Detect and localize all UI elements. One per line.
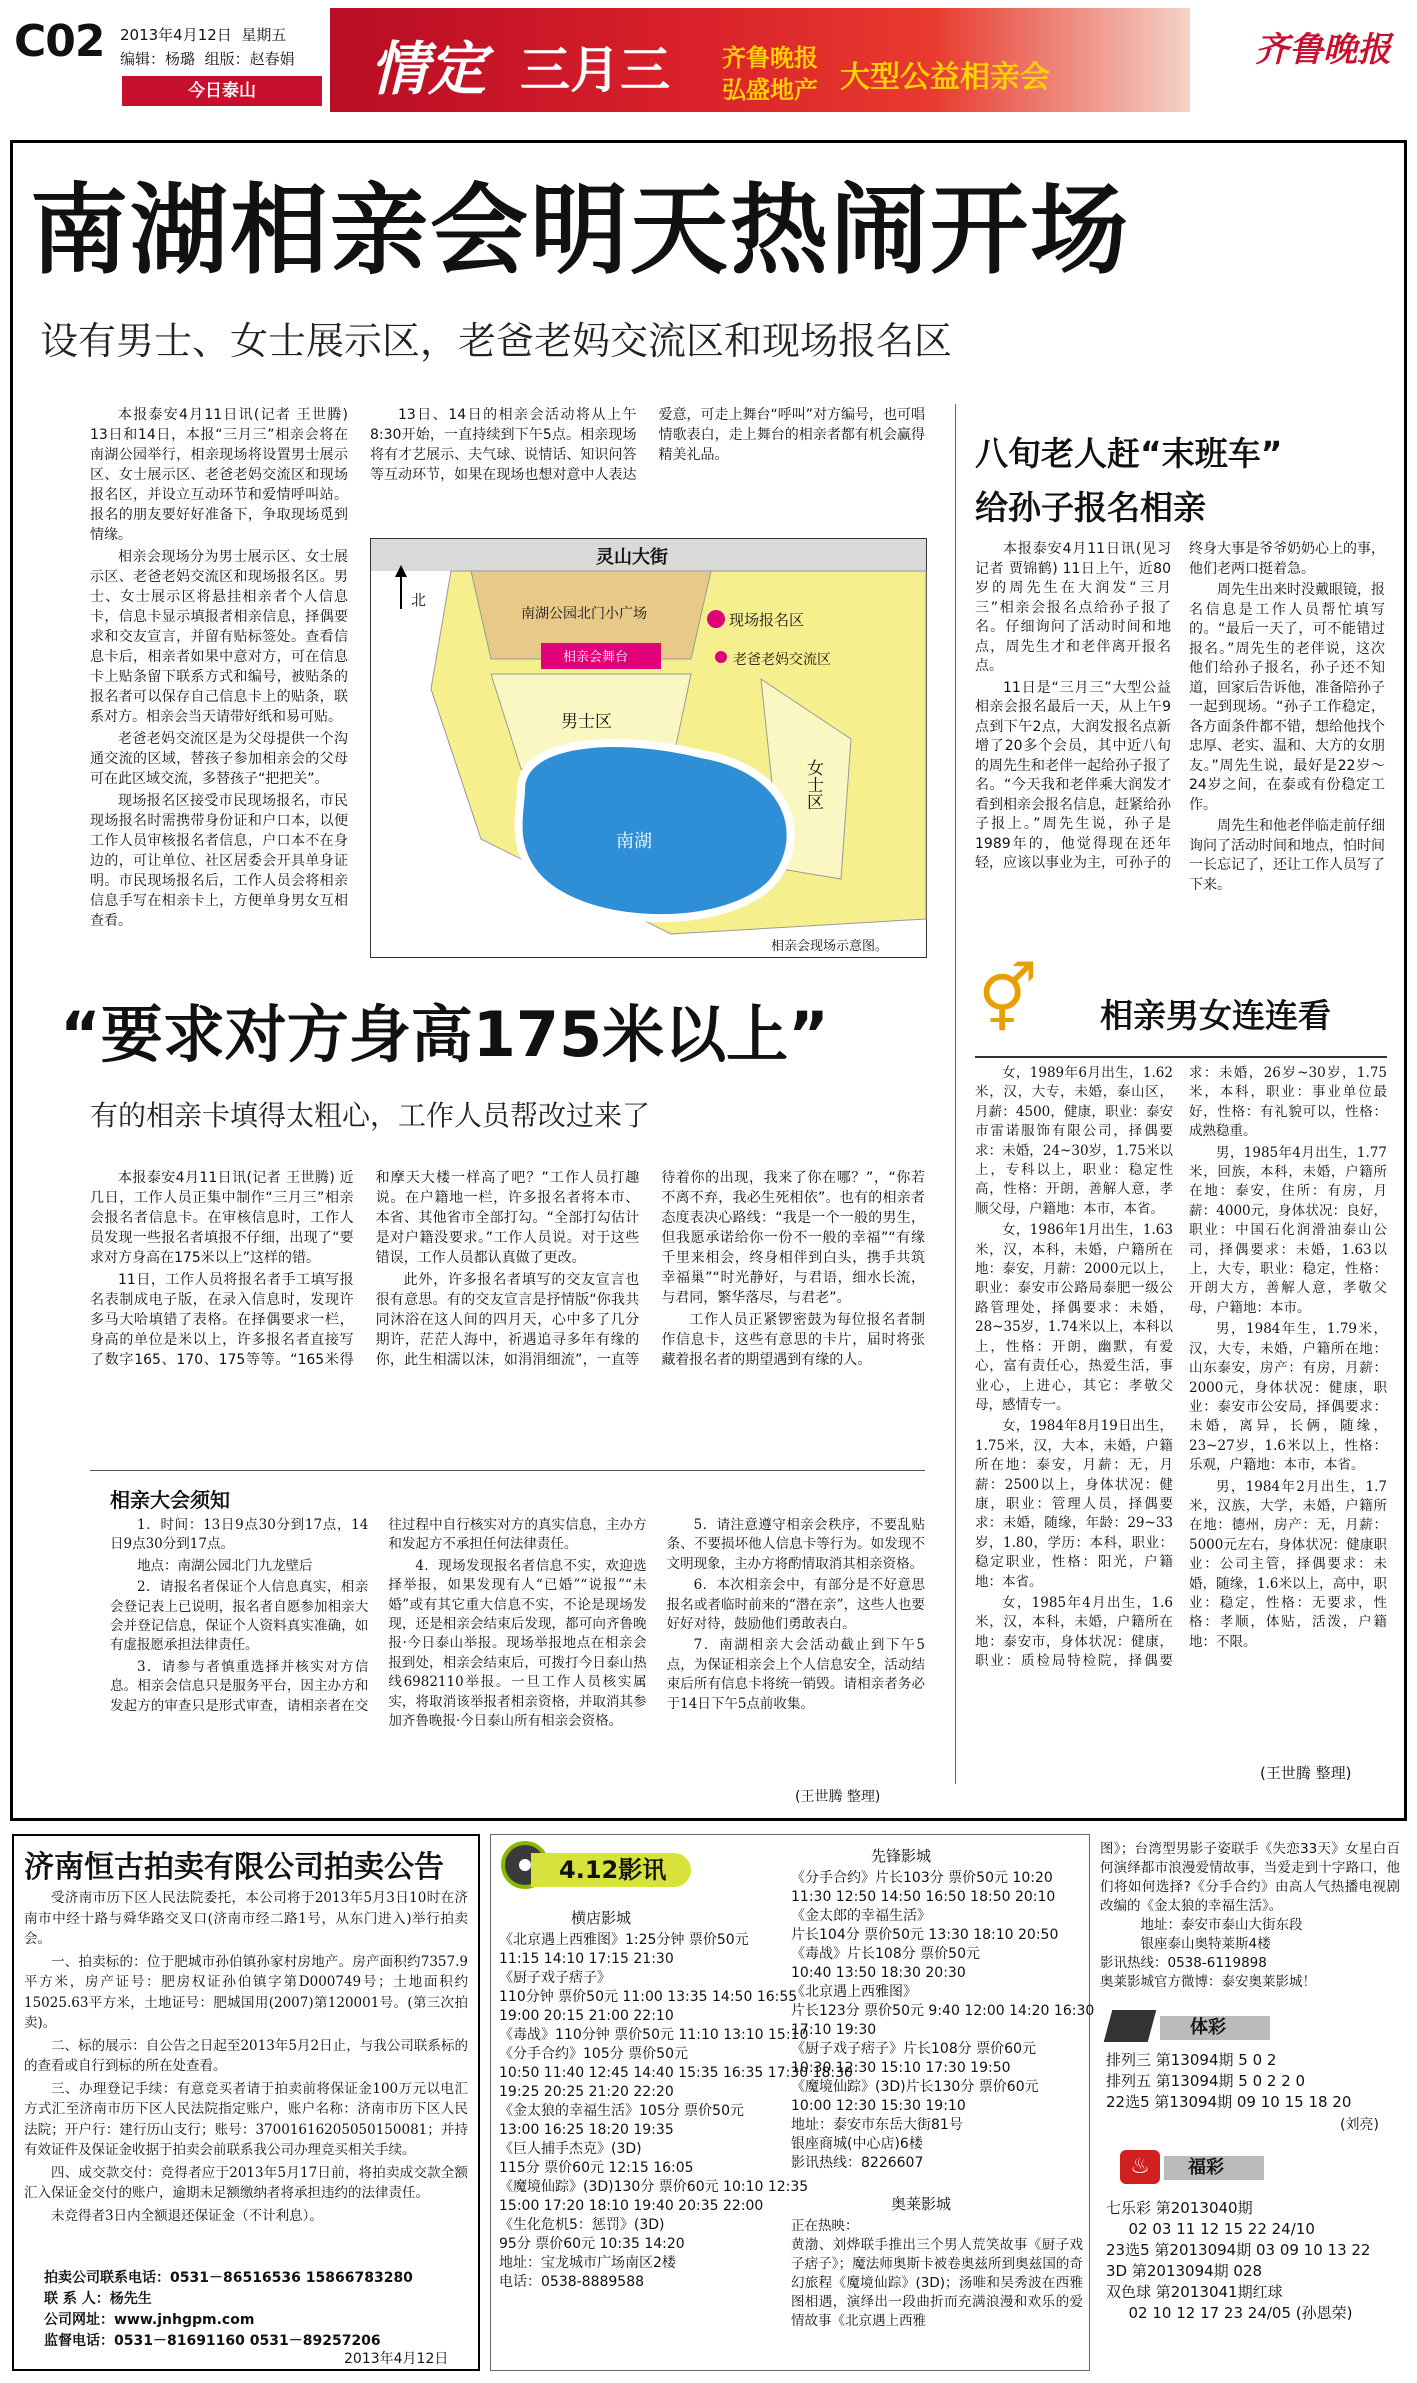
- auction-para: 未竞得者3日内全额退还保证金（不计利息）。: [51, 2207, 323, 2224]
- sports-lottery-results: [1106, 2050, 1396, 2113]
- masthead: [0, 0, 1417, 118]
- venue-map: [370, 538, 927, 958]
- article1-para: 本报泰安4月11日讯(记者 王世腾) 13日和14日，本报“三月三”相亲会将在南湖公园举行，相亲现场将设置男士展示区、女士展示区、老爸老妈交流区和现场报名区，并设立互动环节和爱情呼叫站。报名的朋友要好好准备下，争取现场觅到情缘。: [90, 407, 348, 543]
- article2-headline: “要求对方身高175米以上”: [60, 998, 829, 1071]
- cinema1-line: 10:50 11:40 12:45 14:40 15:35 16:35 17:30 18:30: [499, 2065, 853, 2081]
- map-parents-marker: [715, 651, 727, 663]
- cinema1-line: 19:25 20:25 21:20 22:20: [499, 2084, 674, 2100]
- banner: [330, 8, 1190, 112]
- cinema-title: 4.12影讯: [559, 1856, 667, 1884]
- cinema3-continued: [1100, 1840, 1400, 1992]
- venue-map-svg: [371, 539, 926, 957]
- article2-para: 此外，许多报名者填写的交友宣言也很有意思。有的交友宣言是抒情版“你我共同沐浴在这人间的四月天，心中多了几分期许，茫茫人海中，祈遇追寻多年有缘的你，此生相濡以沫，如涓涓细流”，一直等待着你的出现，我来了你在哪？”，“你若不离不弃，我必生死相依”。也有的相亲者态度表决心路线：“我是一个一般的男生，但我愿承诺给你一份不一般的幸福”“有缘千里来相会，终身相伴到白头，携手共筑幸福巢”“时光静好，与君语，细水长流，与君同，繁华落尽，与君老”。: [375, 1170, 925, 1368]
- frame-right: [1404, 140, 1407, 1820]
- cinema1-line: 15:00 17:20 18:10 19:40 20:35 22:00: [499, 2198, 764, 2214]
- sports-lottery-line: 排列五 第13094期 5 0 2 2 0: [1106, 2072, 1306, 2090]
- article3-headline-2: 给孙子报名相亲: [975, 488, 1206, 527]
- cinema2-line: 《魔境仙踪》(3D)片长130分 票价60元: [791, 2079, 1039, 2095]
- gender-symbol-icon: ⚥: [978, 961, 1038, 1038]
- auction-box: [12, 1834, 480, 2371]
- notice-item: 1．时间：13日9点30分到17点，14日9点30分到17点。: [110, 1517, 369, 1553]
- profiles-rule: [975, 1056, 1387, 1058]
- notice-item: 7．南湖相亲大会活动截止到下午5点，为保证相亲会上个人信息安全，活动结束后所有信息卡将统一销毁。请相亲者务必于14日下午5点前收集。: [666, 1637, 925, 1712]
- profiles-credit: (王世腾 整理): [1260, 1764, 1352, 1782]
- auction-date: 2013年4月12日: [344, 2351, 449, 2367]
- cinema3-right-line: 奥莱影城官方微博：泰安奥莱影城！: [1100, 1974, 1316, 1990]
- cinema2-line: 《分手合约》片长103分 票价50元 10:20 11:30 12:50 14:50 16:50 18:50 20:10: [791, 1870, 1056, 1905]
- frame-left: [10, 140, 13, 1820]
- frame-top: [10, 140, 1407, 143]
- cinema2-line: 银座商城(中心店)6楼: [791, 2136, 923, 2152]
- cinema1-line: 11:15 14:10 17:15 21:30: [499, 1951, 674, 1967]
- article3-body: [975, 540, 1385, 945]
- profile-entry: 男，1984年生，1.79米，汉，大专，未婚，户籍所在地：山东泰安，房产：有房，月薪：2000元，身体状况：健康，职业：泰安市公安局，择偶要求：未婚，离异，长俩，随缘，23~27岁，1.6米以上，性格：乐观，户籍地：本市，本省。: [1189, 1321, 1387, 1474]
- notice-credit: (王世腾 整理): [795, 1789, 881, 1805]
- cinema2-schedule: [791, 1869, 1095, 2173]
- cinema2-line: 地址：泰安市东岳大街81号: [791, 2117, 963, 2133]
- cinema1-line: 110分钟 票价50元 11:00 13:35 14:50 16:55: [499, 1989, 798, 2005]
- notice-item: 6．本次相亲会中，有部分是不好意思报名或者临时前来的“潜在亲”，这些人也要好好对待，鼓励他们勇敢表白。: [666, 1577, 925, 1633]
- auction-contact-line: 监督电话：0531－81691160 0531－89257206: [44, 2333, 381, 2349]
- notice-item: 5．请注意遵守相亲会秩序，不要乱贴条、不要损坏他人信息卡等行为。如发现不文明现象，主办方将酌情取消其相亲资格。: [666, 1517, 925, 1572]
- welfare-lottery-line: 02 10 12 17 23 24/05 (孙恩荣): [1128, 2304, 1353, 2322]
- cinema2-line: 《厨子戏子痞子》片长108分 票价60元: [791, 2041, 1036, 2057]
- cinema1-line: 《魔境仙踪》(3D)130分 票价60元 10:10 12:35: [499, 2179, 809, 2195]
- article1-body-col1: [90, 405, 348, 933]
- cinema2-line: 《金太郎的幸福生活》: [791, 1908, 931, 1924]
- cinema2-line: 10:00 12:30 15:30 19:10: [791, 2098, 966, 2114]
- cinema2-line: 10:30 12:30 15:10 17:30 19:50: [791, 2060, 1011, 2076]
- map-female-label: 女士区: [803, 759, 823, 810]
- cinema3-line: 黄渤、刘烨联手推出三个男人荒笑故事《厨子戏子痞子》；魔法师奥斯卡被卷奥兹所到奥兹国的奇幻旅程《魔境仙踪》(3D)；汤唯和吴秀波在西雅图相遇，演绎出一段曲折而充满浪漫和欢乐的爱情故事《北京遇上西雅: [791, 2237, 1083, 2329]
- profile-entry: 女，1984年8月19日出生，1.75米，汉，大本，未婚，户籍所在地：泰安，月薪：无，月薪：2500以上，身体状况：健康，职业：管理人员，择偶要求：未婚，随缘，年龄：29~33岁，1.80，学历：本科，职业：稳定职业，性格：阳光，户籍地：本省。: [975, 1418, 1173, 1590]
- map-north-label: 北: [411, 591, 427, 609]
- col-divider-right: [955, 404, 956, 1784]
- cinema1-line: 《厨子戏子痞子》: [499, 1970, 611, 1986]
- cinema3-right-line: 地址：泰安市泰山大街东段: [1140, 1917, 1303, 1933]
- sports-lottery-line: 22选5 第13094期 09 10 15 18 20: [1106, 2093, 1352, 2111]
- article1-para: 现场报名区接受市民现场报名，市民现场报名时需携带身份证和户口本，以便工作人员审核报名者信息，户口本不在身边的，可让单位、社区居委会开具单身证明。市民现场报名后，工作人员会将相亲信息手写在相亲卡上，方便单身男女互相查看。: [90, 793, 348, 929]
- article2-para: 本报泰安4月11日讯(记者 王世腾) 近几日，工作人员正集中制作“三月三”相亲会报名者信息卡。在审核信息时，工作人员发现一些报名者填报不仔细，出现了“要求对方身高在175米以上”这样的错。: [90, 1170, 354, 1266]
- profiles-body: [975, 1064, 1387, 1764]
- article3-para: 周先生出来时没戴眼镜，报名信息是工作人员帮忙填写的。“最后一天了，可不能错过报名。”周先生的老伴说，这次他们给孙子报名，孙子还不知道，回家后告诉他，准备陪孙子一起到现场。“孙子工作稳定，各方面条件都不错，想给他找个忠厚、老实、温和、大方的女朋友。”周先生说，最好是22岁～24岁之间，在泰或有份稳定工作。: [1189, 582, 1385, 813]
- map-lake: [519, 743, 791, 918]
- map-registration-label: 现场报名区: [729, 611, 805, 629]
- profile-entry: 女，1985年4月出生，1.6米，汉，本科，未婚，户籍所在地：泰安市，身体状况：健康，职业：质检局特检院，择偶要求：未婚，26岁~30岁，1.75米，本科，职业：事业单位最好，性格：有礼貌可以，性格：成熟稳重。: [975, 1065, 1387, 1670]
- auction-body: [24, 1888, 468, 2228]
- cinema1-line: 电话：0538-8889588: [499, 2274, 645, 2290]
- map-stage-label: 相亲会舞台: [563, 650, 629, 665]
- welfare-lottery-line: 23选5 第2013094期 03 09 10 13 22: [1106, 2241, 1371, 2259]
- cinema1-line: 《生化危机5：惩罚》(3D): [499, 2217, 665, 2233]
- cinema3-right-line: 影讯热线：0538-6119898: [1100, 1955, 1267, 1971]
- article1-subhead: 设有男士、女士展示区，老爸老妈交流区和现场报名区: [40, 319, 953, 363]
- cinema3-name: 奥莱影城: [891, 2195, 952, 2213]
- cinema2-name: 先锋影城: [871, 1847, 932, 1865]
- notice-item: 地点：南湖公园北门九龙壁后: [137, 1557, 313, 1574]
- welfare-lottery-line: 3D 第2013094期 028: [1106, 2262, 1263, 2280]
- article2-para: 11日，工作人员将报名者手工填写报名表制成电子版，在录入信息时，发现许多马大哈填错了表格。在择偶要求一栏，身高的单位是米以上，许多报名者直接写了数字165、170、175等等。“165米得和摩天大楼一样高了吧？”工作人员打趣说。在户籍地一栏，许多报名者将本市、本省、其他省市全部打勾。“全部打勾估计是对户籍没要求。”工作人员说。对于这些错误，工作人员都认真做了更改。: [90, 1170, 640, 1368]
- cinema1-line: 地址：宝龙城市广场南区2楼: [499, 2255, 676, 2271]
- newspaper-logo: 齐鲁晚报: [1255, 30, 1391, 70]
- sports-lottery-icon: [1104, 2010, 1157, 2042]
- cinema3-right-line: 银座泰山奥特莱斯4楼: [1140, 1936, 1271, 1952]
- welfare-lottery-title: 福彩: [1188, 2157, 1224, 2178]
- notice-item: 2．请报名者保证个人信息真实，相亲会登记表上已说明，报名者自愿参加相亲大会并登记信息，保证个人资料真实准确，如有虚报愿承担法律责任。: [110, 1579, 369, 1654]
- auction-contact-line: 公司网址：www.jnhgpm.com: [44, 2312, 255, 2328]
- frame-bottom: [10, 1818, 1407, 1821]
- cinema-box: [490, 1834, 1095, 2371]
- cinema1-line: 《北京遇上西雅图》1:25分钟 票价50元: [499, 1932, 749, 1948]
- cinema1-line: 95分 票价60元 10:35 14:20: [499, 2236, 685, 2252]
- welfare-lottery-results: [1106, 2198, 1396, 2324]
- map-caption: 相亲会现场示意图。: [771, 939, 889, 954]
- auction-para: 受济南市历下区人民法院委托，本公司将于2013年5月3日10时在济南市中经十路与舜华路交叉口(济南市经二路1号，从东门进入)举行拍卖会。: [24, 1890, 468, 1947]
- notice-title: 相亲大会须知: [110, 1488, 230, 1512]
- article2-body: [90, 1168, 925, 1468]
- sports-lottery-title: 体彩: [1190, 2017, 1226, 2038]
- cinema2-line: 《毒战》片长108分 票价50元: [791, 1946, 980, 1962]
- cinema2-line: 《北京遇上西雅图》: [791, 1984, 917, 2000]
- cinema2-line: 17:10 19:30: [791, 2022, 877, 2038]
- map-plaza-label: 南湖公园北门小广场: [521, 606, 647, 622]
- auction-para: 三、办理登记手续：有意竞买者请于拍卖前将保证金100万元以电汇方式汇至济南市历下区人民法院指定账户，账户名称：济南市历下区人民法院；开户行：建行历山支行；账号：37001616205050150081；并持有效证件及保证金收据于拍卖会前联系我公司办理竞买相关手续。: [24, 2080, 468, 2158]
- cinema2-line: 片长123分 票价50元 9:40 12:00 14:20 16:30: [791, 2003, 1095, 2019]
- map-registration-marker: [707, 610, 725, 628]
- auction-para: 一、拍卖标的：位于肥城市孙伯镇孙家村房地产。房产面积约7357.9平方米，房产证号：肥房权证孙伯镇字第D000749号；土地面积约15025.63平方米，土地证号：肥城国用(2007)第120001号。(第三次拍卖)。: [24, 1953, 468, 2031]
- sports-lottery-credit: (刘亮): [1340, 2117, 1379, 2133]
- banner-event: 大型公益相亲会: [840, 60, 1050, 95]
- article1-para: 老爸老妈交流区是为父母提供一个沟通交流的区域，替孩子参加相亲会的父母可在此区域交流，多替孩子“把把关”。: [90, 731, 348, 787]
- article3-headline-1: 八旬老人赶“末班车”: [975, 434, 1283, 473]
- sports-lottery-header: [1100, 2010, 1400, 2044]
- profile-entry: 男，1985年4月出生，1.77米，回族，本科，未婚，户籍所在地：泰安，住所：有房，月薪：4000元，身体状况：良好，职业：中国石化润滑油泰山公司，择偶要求：未婚，1.63以上，大专，职业：稳定，性格：开朗大方，善解人意，孝敬父母，户籍地：本市。: [1189, 1144, 1387, 1316]
- cinema1-line: 《分手合约》105分 票价50元: [499, 2046, 688, 2062]
- cinema3-body: [791, 2217, 1083, 2331]
- notice-item: 3．请参与者慎重选择并核实对方信息。相亲会信息只是服务平台，因主办方和发起方的审查只是形式审查，请相亲者在交往过程中自行核实对方的真实信息，主办方和发起方不承担任何法律责任。: [110, 1517, 647, 1714]
- article3-para: 周先生和他老伴临走前仔细询问了活动时间和地点，怕时间一长忘记了，还让工作人员写了下来。: [1189, 818, 1385, 893]
- notice-body: [110, 1516, 925, 1804]
- auction-contact-line: 拍卖公司联系电话：0531－86516536 15866783280: [44, 2270, 413, 2286]
- cinema3-line: 正在热映：: [791, 2218, 859, 2234]
- map-street-label: 灵山大街: [596, 547, 668, 568]
- notice-rule: [90, 1470, 925, 1471]
- auction-contact-line: 联 系 人：杨先生: [44, 2291, 152, 2307]
- page-number: C02: [14, 16, 105, 67]
- cinema3-right-line: 图》；台湾型男影子姿联手《失恋33天》女星白百何演绎都市浪漫爱情故事，当爱走到十字路口，他们将如何选择?《分手合约》由高人气热播电视剧改编的《金太狼的幸福生活》。: [1100, 1841, 1400, 1914]
- map-male-label: 男士区: [561, 712, 612, 732]
- map-parents-label: 老爸老妈交流区: [733, 652, 831, 668]
- welfare-lottery-line: 七乐彩 第2013040期: [1106, 2199, 1253, 2217]
- auction-title: 济南恒古拍卖有限公司拍卖公告: [24, 1850, 444, 1885]
- notice-item: 4．现场发现报名者信息不实，欢迎选择举报，如果发现有人“已婚”“说报”“未婚”或有其它重大信息不实，不论是现场发现，还是相亲会结束后发现，都可向齐鲁晚报·今日泰山举报。现场举报地点在相亲会报到处，相亲会结束后，可拨打今日泰山热线6982110举报。一旦工作人员核实属实，将取消该举报者相亲资格，并取消其参加齐鲁晚报·今日泰山所有相亲会资格。: [388, 1557, 647, 1730]
- cinema1-line: 《毒战》110分钟 票价50元 11:10 13:10 15:10: [499, 2027, 809, 2043]
- article1-para: 相亲会现场分为男士展示区、女士展示区、老爸老妈交流区和现场报名区。男士、女士展示区将悬挂相亲者个人信息卡，信息卡显示填报者相亲信息，择偶要求和交友宣言，并留有贴标签处。查看信息卡后，相亲者如果中意对方，可在信息卡上贴条留下联系方式和编号，被贴条的报名者可以保存自己信息卡上的贴条，联系对方。相亲会当天请带好纸和易可贴。: [90, 549, 348, 725]
- welfare-lottery-line: 双色球 第2013041期红球: [1106, 2283, 1283, 2301]
- cinema2-line: 10:40 13:50 18:30 20:30: [791, 1965, 966, 1981]
- article3-para: 本报泰安4月11日讯(见习记者 贾锦鹤) 11日上午，近80岁的周先生在大润发“三月三”相亲会报名点给孙子报了名。仔细询问了活动时间和地点，周先生才和老伴离开报名点。: [975, 541, 1171, 674]
- banner-calligraphy: 情定: [370, 35, 487, 103]
- cinema1-line: 《金太狼的幸福生活》105分 票价50元: [499, 2103, 744, 2119]
- cinema1-line: 19:00 20:15 21:00 22:10: [499, 2008, 674, 2024]
- sports-lottery-line: 排列三 第13094期 5 0 2: [1106, 2051, 1277, 2069]
- auction-para: 二、标的展示：自公告之日起至2013年5月2日止，与我公司联系标的的查看或自行到标的所在处查看。: [24, 2037, 468, 2074]
- banner-org2: 弘盛地产: [722, 76, 818, 104]
- cinema2-line: 片长104分 票价50元 13:30 18:10 20:50: [791, 1927, 1059, 1943]
- article1-para: 13日、14日的相亲会活动将从上午8:30开始，一直持续到下午5点。相亲现场将有才艺展示、夫气球、说情话、知识问答等互动环节，如果在现场也想对意中人表达爱意，可走上舞台“呼叫”对方编号，也可唱情歌表白，走上舞台的相亲者都有机会赢得精美礼品。: [370, 407, 926, 483]
- auction-contacts: [44, 2268, 464, 2352]
- section-tag: 今日泰山: [122, 76, 322, 106]
- article3-para: 11日是“三月三”大型公益相亲会报名最后一天，从上午9点到下午2点，大润发报名点新增了20多个会员，其中近八旬的周先生和老伴一起给孙子报了名。“今天我和老伴乘大润发才看到相亲会报名信息，赶紧给孙子报上。”周先生说，孙子是1989年的，他觉得现在还年轻，应该以事业为主，可孙子的终身大事是爷爷奶奶心上的事，他们老两口挺着急。: [975, 541, 1385, 871]
- welfare-lottery-icon: ♨: [1120, 2150, 1160, 2184]
- masthead-date: 2013年4月12日 星期五: [120, 26, 287, 44]
- profile-entry: 男，1984年2月出生，1.7米，汉族，大学，未婚，户籍所在地：德州，房产：无，月薪：5000元左右，身体状况：健康职业：公司主管，择偶要求：未婚，随缘，1.6米以上，高中，职业：稳定，性格：无要求，性格：孝顺，体贴，活泼，户籍地：不限。: [1189, 1478, 1387, 1650]
- auction-para: 四、成交款交付：竞得者应于2013年5月17日前，将拍卖成交款全额汇入保证金交付的账户，逾期未足额缴纳者将承担违约的法律责任。: [24, 2164, 468, 2201]
- banner-org1: 齐鲁晚报: [722, 44, 818, 72]
- cinema2-line: 影讯热线：8226607: [791, 2155, 924, 2171]
- map-lake-label: 南湖: [616, 831, 652, 852]
- cinema1-line: 115分 票价60元 12:15 16:05: [499, 2160, 694, 2176]
- banner-title: 三月三: [520, 41, 670, 99]
- cinema1-line: 13:00 16:25 18:20 19:35: [499, 2122, 674, 2138]
- cinema1-name: 横店影城: [571, 1909, 632, 1927]
- article2-subhead: 有的相亲卡填得太粗心，工作人员帮改过来了: [90, 1099, 651, 1132]
- welfare-lottery-header: [1100, 2148, 1400, 2188]
- article1-body-col2: [370, 405, 925, 531]
- article1-headline: 南湖相亲会明天热闹开场: [30, 174, 1131, 288]
- cinema1-line: 《巨人捕手杰克》(3D): [499, 2141, 642, 2157]
- profile-entry: 女，1989年6月出生，1.62米，汉，大专，未婚，泰山区，月薪：4500，健康，职业：泰安市雷诺服饰有限公司，择偶要求：未婚，24~30岁，1.75米以上，专科以上，职业：稳定性高，性格：开朗，善解人意，孝顺父母，户籍地：本市，本省。: [975, 1065, 1173, 1217]
- article2-para: 工作人员正紧锣密鼓为每位报名者制作信息卡，这些有意思的卡片，届时将张藏着报名者的期望遇到有缘的人。: [661, 1312, 925, 1368]
- masthead-editor: 编辑：杨璐 组版：赵春娟: [120, 50, 295, 68]
- welfare-lottery-line: 02 03 11 12 15 22 24/10: [1128, 2220, 1315, 2238]
- profile-entry: 女，1986年1月出生，1.63米，汉，本科，未婚，户籍所在地：泰安，月薪：2000元以上，职业：泰安市公路局泰肥一级公路管理处，择偶要求：未婚，28~35岁，1.74米以上，本科以上，性格：开朗，幽默，有爱心，富有责任心，热爱生活，事业心，上进心，其它：孝敬父母，感情专一。: [975, 1222, 1173, 1413]
- profiles-title: 相亲男女连连看: [1100, 996, 1331, 1035]
